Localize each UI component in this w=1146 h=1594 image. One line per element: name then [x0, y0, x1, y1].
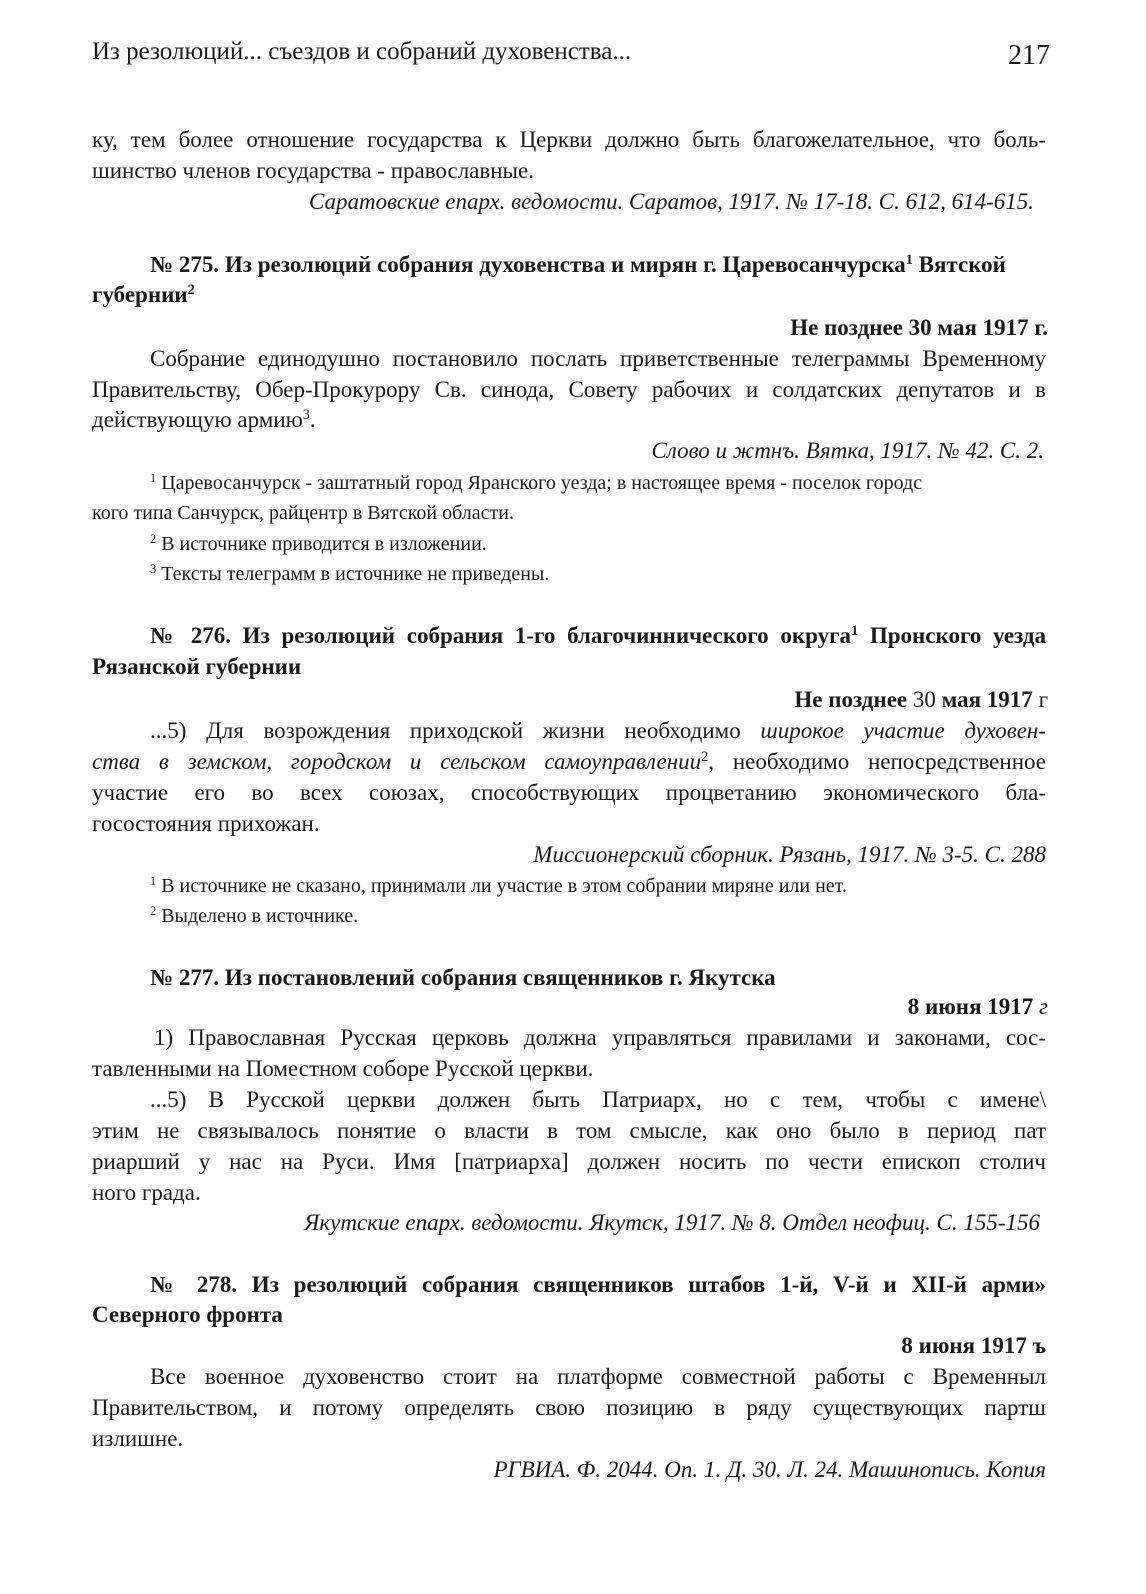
doc276-text-line-2-b: , необходимо непосредственное: [708, 749, 1046, 774]
continuation-source: Саратовские епарх. ведомости. Саратов, 1917. № 17-18. С. 612, 614-615.: [309, 189, 1034, 214]
doc275-text-end: .: [309, 407, 316, 432]
doc277-source: Якутские епарх. ведомости. Якутск, 1917. № 8. Отдел неофиц. С. 155-156: [304, 1210, 1040, 1235]
doc276-title-text: № 276. Из резолюций собрания 1-го благочиннического округа: [150, 623, 852, 648]
doc275-footnote-3-text: Тексты телеграмм в источнике не приведены.: [156, 563, 550, 585]
doc275-text-line-3: [92, 407, 316, 433]
doc277-p1-line-1: 1) Православная Русская церковь должна управляться правилами и законами, сос-: [154, 1025, 1046, 1050]
doc277-p1-line-2: тавленными на Поместном соборе Русской церкви.: [92, 1056, 594, 1081]
doc276-footnote-1-num: 1: [150, 874, 157, 889]
doc275-footnote-2-num: 2: [150, 532, 157, 547]
doc276-footnote-ref-2: 2: [701, 749, 709, 766]
doc276-date: [794, 687, 1048, 713]
doc278-text-line-2: Правительством, и потому определять свою позицию в ряду существующих партш: [92, 1395, 1046, 1420]
doc275-footnote-2: [150, 533, 487, 556]
doc276-date-part-2: 30: [912, 687, 936, 712]
doc275-title: [150, 252, 1006, 278]
doc275-footnote-1: [150, 472, 922, 495]
doc277-title: № 277. Из постановлений собрания священников г. Якутска: [150, 965, 776, 990]
doc276-text-line-1-b: широкое участие духовен-: [760, 718, 1046, 743]
doc277-date: [908, 994, 1048, 1020]
doc278-text-line-3: излишне.: [92, 1426, 184, 1451]
continuation-line-1: ку, тем более отношение государства к Церкви должно быть благожелательное, что боль-: [92, 127, 1046, 152]
doc277-p2-line-4: ного града.: [92, 1180, 201, 1205]
doc275-title-text-2: Вятской: [912, 252, 1006, 277]
doc278-title-line-2: Северного фронта: [92, 1302, 283, 1327]
doc276-title-line-2: Рязанской губернии: [92, 654, 302, 679]
doc275-text-line-2: Правительству, Обер-Прокурору Св. синода, Совету рабочих и солдатских депутатов и в: [92, 377, 1046, 402]
doc276-date-part-4: г: [1038, 687, 1048, 712]
doc276-text-line-3: участие его во всех союзах, способствующих процветанию экономического бла-: [92, 780, 1046, 805]
doc275-footnote-ref-3: 3: [302, 407, 310, 424]
doc276-text-line-4: госостояния прихожан.: [92, 811, 320, 836]
doc275-footnote-3: [150, 563, 549, 586]
doc275-title-footnote-ref-1: 1: [905, 252, 913, 269]
doc275-title-text: № 275. Из резолюций собрания духовенства и мирян г. Царевосанчурска: [150, 252, 906, 277]
doc275-footnote-1-line-2: кого типа Санчурск, райцентр в Вятской области.: [92, 502, 514, 524]
doc278-date: 8 июня 1917 ъ: [901, 1333, 1046, 1358]
doc276-text-line-2-a: ства в земском, городском и сельском самоуправлении: [92, 749, 702, 774]
doc275-text-line-3-text: действующую армию: [92, 407, 303, 432]
running-title: Из резолюций... съездов и собраний духовенства...: [92, 38, 632, 65]
doc275-footnote-2-text: В источнике приводится в изложении.: [156, 533, 487, 555]
doc275-title-footnote-ref-2: 2: [187, 282, 195, 299]
doc276-date-part-1: Не позднее: [794, 687, 913, 712]
doc276-footnote-2: [150, 905, 358, 928]
doc278-title: № 278. Из резолюций собрания священников штабов 1-й, V-й и XII-й арми»: [150, 1272, 1046, 1297]
doc276-footnote-2-text: Выделено в источнике.: [156, 905, 359, 927]
doc276-source: Миссионерский сборник. Рязань, 1917. № 3-5. С. 288: [533, 842, 1046, 867]
doc275-source: Слово и жтнъ. Вятка, 1917. № 42. С. 2.: [651, 438, 1044, 463]
doc275-footnote-3-num: 3: [150, 562, 157, 577]
doc276-footnote-1-text: В источнике не сказано, принимали ли участие в этом собрании миряне или нет.: [156, 875, 847, 897]
doc275-footnote-1-num: 1: [150, 471, 157, 486]
doc275-text-line-1: Собрание единодушно постановило послать приветственные телеграммы Временному: [150, 346, 1046, 371]
doc276-footnote-1: [150, 875, 847, 898]
doc275-title-line-2-text: губернии: [92, 282, 188, 307]
continuation-line-2: шинство членов государства - православные.: [92, 158, 534, 183]
doc275-footnote-1-text: Царевосанчурск - заштатный город Яранского уезда; в настоящее время - поселок городс: [156, 472, 923, 494]
doc277-date-part-2: г: [1039, 994, 1048, 1019]
doc275-date: Не позднее 30 мая 1917 г.: [790, 315, 1048, 340]
doc276-date-part-3: мая 1917: [935, 687, 1039, 712]
doc276-text-line-2: [92, 749, 1046, 775]
doc276-text-line-1-a: ...5) Для возрождения приходской жизни необходимо: [150, 718, 761, 743]
doc277-date-part-1: 8 июня 1917: [907, 994, 1040, 1019]
doc276-title: [150, 623, 1046, 649]
doc278-text-line-1: Все военное духовенство стоит на платформе совместной работы с Временныл: [150, 1364, 1046, 1389]
doc276-text-line-1: [150, 718, 1046, 744]
page-number: 217: [1008, 40, 1050, 71]
doc276-footnote-2-num: 2: [150, 904, 157, 919]
doc277-p2-line-2: этим не связывалось понятие о власти в том смысле, как оно было в период пат: [92, 1118, 1046, 1143]
doc276-title-footnote-ref-1: 1: [851, 623, 859, 640]
doc276-title-text-2: Пронского уезда: [858, 623, 1046, 648]
doc277-p2-line-1: ...5) В Русской церкви должен быть Патриарх, но с тем, чтобы с имене\: [150, 1087, 1046, 1112]
doc278-source: РГВИА. Ф. 2044. Оп. 1. Д. 30. Л. 24. Машинопись. Копия: [493, 1457, 1046, 1482]
doc277-p2-line-3: риарший у нас на Руси. Имя [патриарха] должен носить по чести епископ столич: [92, 1149, 1046, 1174]
doc275-title-line-2: [92, 282, 195, 308]
